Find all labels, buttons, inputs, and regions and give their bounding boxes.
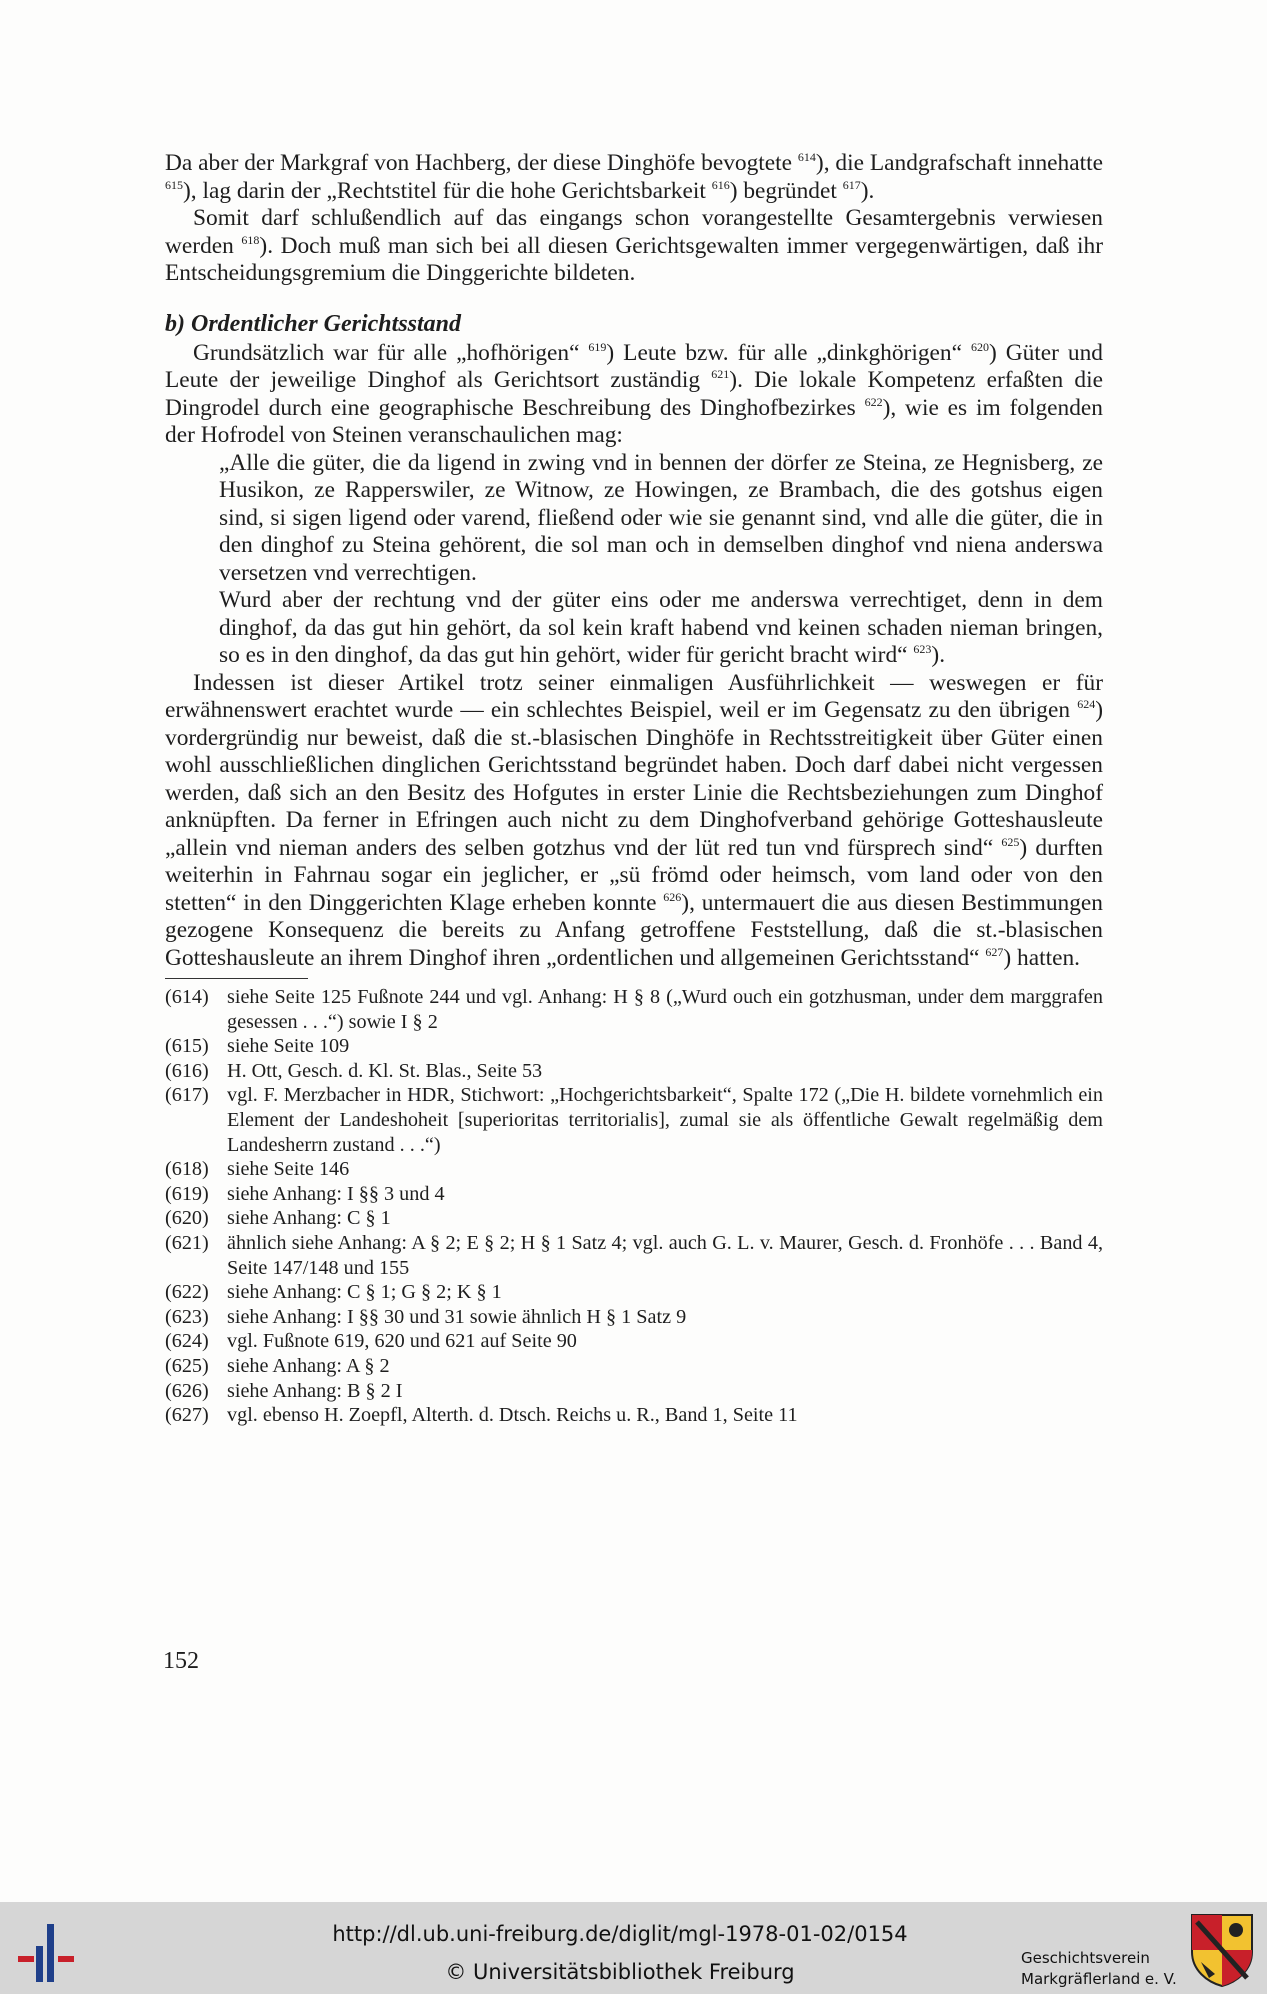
footnote-reference: 618: [241, 232, 260, 247]
society-crest-icon[interactable]: [1189, 1912, 1255, 1988]
quotation-2: Wurd aber der rechtung vnd der güter eins oder me anderswa verrechtiget, denn in dem dinghof, da das gut hin gehört, da sol kein kraft habend vnd keinen schaden nieman bringen, so es in den dinghof, da das gut hin gehört, wider für gericht bracht wird“ $^{623}$).: [219, 587, 1103, 668]
footnote-number: (621): [165, 1231, 209, 1254]
footnotes: [165, 985, 1103, 1428]
footnote: [165, 1083, 1103, 1157]
footnote: [165, 1403, 1103, 1428]
footnote-text: H. Ott, Gesch. d. Kl. St. Blas., Seite 53: [227, 1059, 543, 1082]
footnote-text: vgl. ebenso H. Zoepfl, Alterth. d. Dtsch. Reichs u. R., Band 1, Seite 11: [227, 1404, 798, 1427]
paragraph-3: Grundsätzlich war für alle „hofhörigen“ $^{619}$) Leute bzw. für alle „dinkghörigen“ $^{620}$) Güter und Leute der jeweilige Dinghof als Gerichtsort zuständig $^{621}$). Die lokale Kompetenz erfaßten die Dingrodel durch eine geographische Beschreibung des Dinghofbezirkes $^{622}$), wie es im folgenden der Hofrodel von Steinen veranschaulichen mag:: [165, 339, 1104, 448]
footnote-reference: 616: [711, 177, 730, 192]
quotation-1: „Alle die güter, die da ligend in zwing vnd in bennen der dörfer ze Steina, ze Hegnisberg, ze Husikon, ze Rapperswiler, ze Witnow, ze Howingen, ze Brambach, die des gotshus eigen sind, si sigen ligend oder varend, fließend oder wie sie genannt sind, vnd alle die güter, die in den dinghof zu Steina gehörent, die sol man och in demselben dinghof vnd niena anderswa versetzen vnd verrechtigen.: [219, 449, 1103, 586]
footnote: [165, 1354, 1103, 1379]
footnote-text: vgl. F. Merzbacher in HDR, Stichwort: „Hochgerichtsbarkeit“, Spalte 172 („Die H. bildete vornehmlich ein Element der Landeshoheit [superioritas territorialis], zumal sie als öffentliche Gewalt regelmäßig dem Landesherrn zustand . . .“): [227, 1084, 1103, 1156]
footnote-separator: [165, 978, 308, 979]
society-name-line-1: Geschichtsverein: [1021, 1949, 1150, 1967]
footnote-reference: 615: [165, 177, 183, 192]
footnote-text: siehe Anhang: A § 2: [227, 1354, 390, 1377]
footnote: [165, 985, 1103, 1034]
footnote-text: siehe Anhang: I §§ 3 und 4: [227, 1182, 445, 1205]
footnote: [165, 1280, 1103, 1305]
footnote-text: ähnlich siehe Anhang: A § 2; E § 2; H § 1 Satz 4; vgl. auch G. L. v. Maurer, Gesch. d. Fronhöfe . . . Band 4, Seite 147/148 und 155: [227, 1231, 1103, 1279]
footnote-number: (622): [165, 1281, 209, 1304]
footnote-reference: 624: [1077, 697, 1096, 711]
library-logo-icon[interactable]: [14, 1918, 80, 1984]
footnote-text: siehe Seite 109: [227, 1035, 350, 1058]
source-url-link[interactable]: http://dl.ub.uni-freiburg.de/diglit/mgl-1978-01-02/0154: [332, 1922, 908, 1946]
footnote-number: (626): [165, 1379, 209, 1402]
footnote-reference: 627: [985, 944, 1004, 959]
footnote-number: (617): [165, 1084, 209, 1107]
footnote-number: (623): [165, 1305, 209, 1328]
footnote-reference: 617: [842, 177, 861, 192]
footnote: [165, 1034, 1103, 1059]
paragraph-4: Indessen ist dieser Artikel trotz seiner einmaligen Ausführlichkeit — weswegen er für erwähnenswert erachtet wurde — ein schlechtes Beispiel, weil er im Gegensatz zu den übrigen $^{624}$) vordergründig nur beweist, daß die st.-blasischen Dinghöfe in Rechtsstreitigkeit über Güter einen wohl ausschließlichen dinglichen Gerichtsstand begründet haben. Doch darf dabei nicht vergessen werden, daß sich an den Besitz des Hofgutes in erster Linie die Rechtsbeziehungen zum Dinghof anknüpften. Da ferner in Efringen auch nicht zu dem Dinghofverband gehörige Gotteshausleute „allein vnd nieman anders des selben gotzhus vnd der lüt red tun vnd fürsprech sind“ $^{625}$) durften weiterhin in Fahrnau sogar ein jeglicher, er „sü frömd oder heimsch, vom land oder von den stetten“ in den Dinggerichten Klage erheben konnte $^{626}$), untermauert die aus diesen Bestimmungen gezogene Konsequenz die bereits zu Anfang getroffene Feststellung, daß die st.-blasischen Gotteshausleute an ihrem Dinghof ihren „ordentlichen und allgemeinen Gerichtsstand“ $^{627}$) hatten.: [165, 669, 1104, 971]
footnote-reference: 621: [711, 367, 730, 381]
footnote: [165, 1379, 1103, 1404]
footnote-number: (614): [165, 986, 209, 1008]
footnote: [165, 1231, 1103, 1280]
footnote-text: vgl. Fußnote 619, 620 und 621 auf Seite 90: [227, 1330, 577, 1353]
section-heading: b) Ordentlicher Gerichtsstand: [165, 310, 462, 337]
footnote-number: (615): [165, 1035, 209, 1058]
footnote-reference: 614: [797, 150, 816, 164]
footnote-number: (619): [165, 1182, 209, 1205]
footer-bar: [0, 1902, 1267, 1994]
footnote-reference: 623: [913, 642, 932, 656]
footnote-text: siehe Anhang: C § 1; G § 2; K § 1: [227, 1281, 502, 1304]
society-name: [1021, 1948, 1177, 1990]
footnote-reference: 622: [864, 394, 883, 409]
quotation-block: [165, 450, 1103, 670]
paragraph-1: Da aber der Markgraf von Hachberg, der diese Dinghöfe bevogtete $^{614}$), die Landgrafschaft innehatte $^{615}$), lag darin der „Rechtstitel für die hohe Gerichtsbarkeit $^{616}$) begründet $^{617}$).: [165, 150, 1103, 204]
footnote-text: siehe Seite 146: [227, 1158, 350, 1181]
footnote-number: (627): [165, 1404, 209, 1427]
footnote: [165, 1305, 1103, 1330]
footnote: [165, 1059, 1103, 1084]
footnote: [165, 1157, 1103, 1182]
footnote-reference: 625: [1001, 834, 1020, 849]
footnote: [165, 1206, 1103, 1231]
footnote: [165, 1329, 1103, 1354]
footnote-reference: 626: [663, 889, 682, 904]
society-name-line-2: Markgräflerland e. V.: [1021, 1970, 1177, 1988]
paragraph-2: Somit darf schlußendlich auf das eingangs schon vorangestellte Gesamtergebnis verwiesen werden $^{618}$). Doch muß man sich bei all diesen Gerichtsgewalten immer vergegenwärtigen, daß ihr Entscheidungsgremium die Dinggerichte bildeten.: [165, 205, 1103, 286]
footnote-text: siehe Anhang: C § 1: [227, 1207, 391, 1230]
page-number: 152: [163, 1648, 199, 1674]
footnote-reference: 620: [970, 339, 989, 354]
footnote-number: (624): [165, 1330, 209, 1353]
page-content: [165, 150, 1103, 1428]
copyright-text: © Universitätsbibliothek Freiburg: [445, 1960, 795, 1984]
footnote-reference: 619: [588, 339, 607, 354]
footnote-number: (625): [165, 1354, 209, 1377]
footnote-number: (616): [165, 1059, 209, 1082]
footnote-number: (620): [165, 1207, 209, 1230]
footnote-text: siehe Anhang: I §§ 30 und 31 sowie ähnlich H § 1 Satz 9: [227, 1305, 687, 1328]
footnote-text: siehe Seite 125 Fußnote 244 und vgl. Anhang: H § 8 („Wurd ouch ein gotzhusman, under dem marggrafen gesessen . . .“) sowie I § 2: [227, 986, 1103, 1033]
footnote-number: (618): [165, 1158, 209, 1181]
footnote: [165, 1182, 1103, 1207]
footnote-text: siehe Anhang: B § 2 I: [227, 1379, 403, 1402]
